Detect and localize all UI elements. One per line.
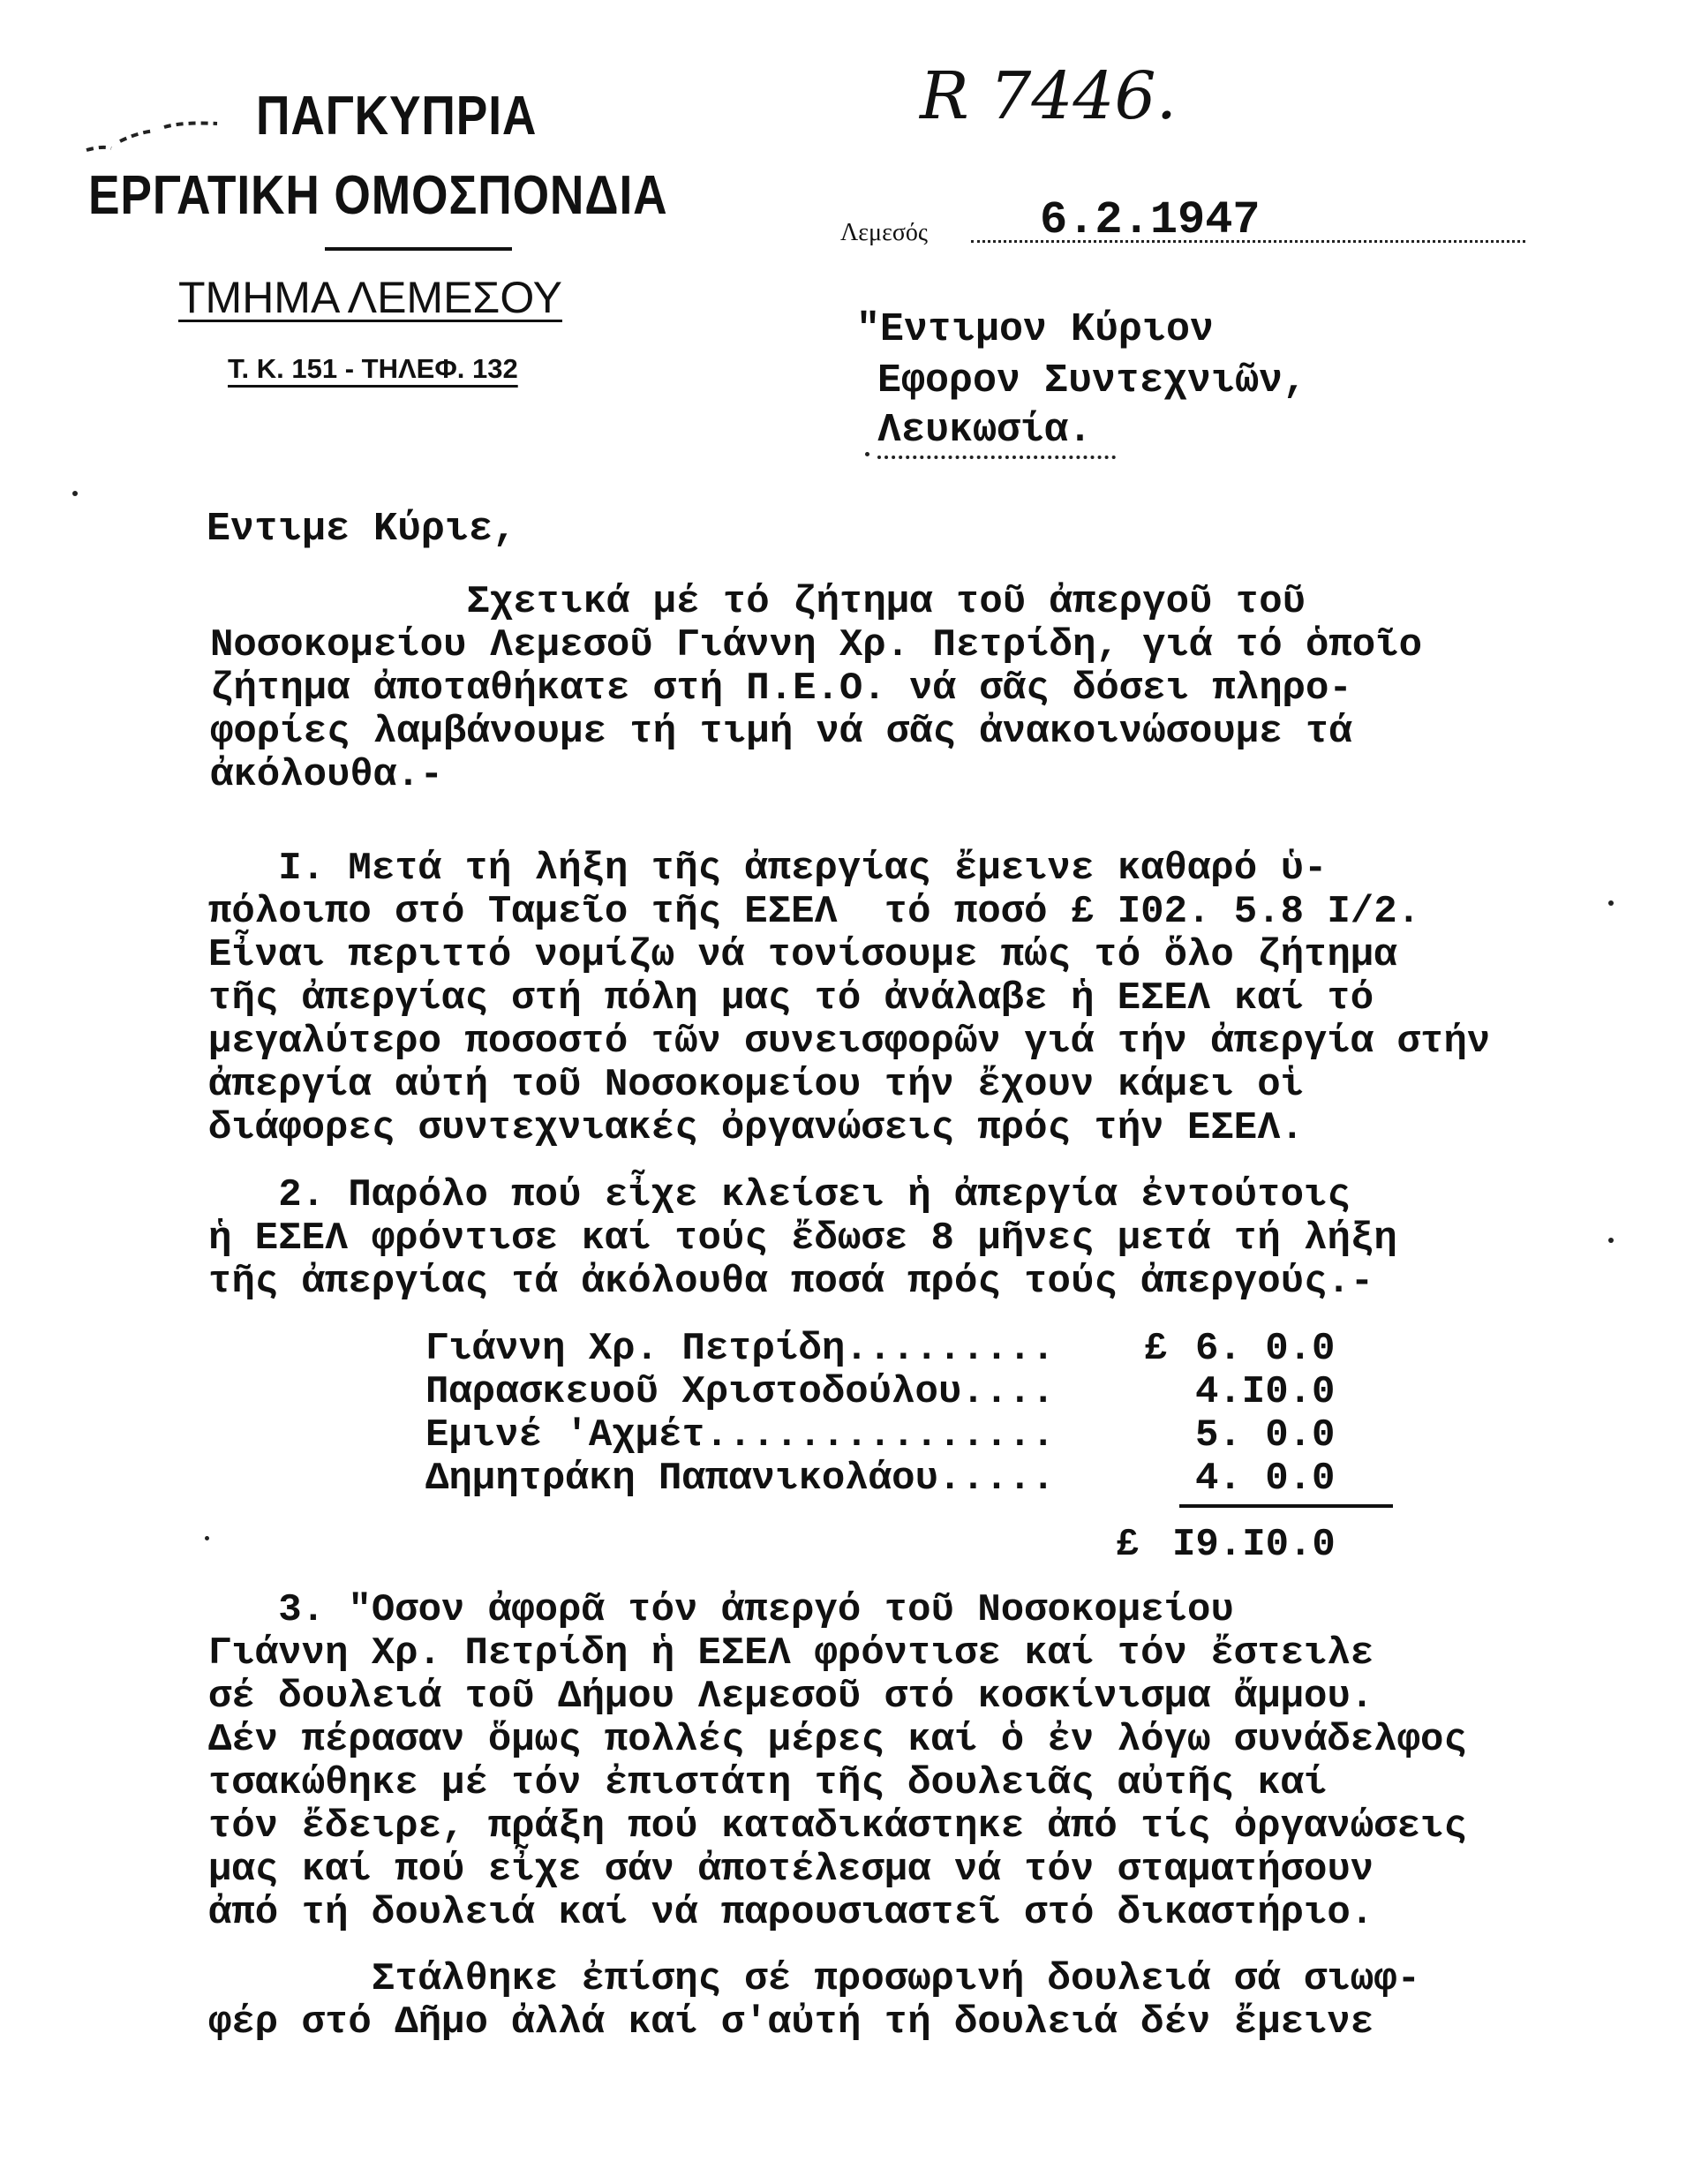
- text-line: τόν ἔδειρε, πράξη πού καταδικάστηκε ἀπό τίς ὀργανώσεις: [208, 1804, 1467, 1849]
- handwritten-reference: R 7446.: [920, 58, 1178, 134]
- salutation: Εντιμε Κύριε,: [207, 507, 517, 552]
- text-line: I. Μετά τή λήξη τῆς ἀπεργίας ἔμεινε καθαρό ὑ-: [208, 847, 1328, 891]
- text-line: πόλοιπο στό Ταμεῖο τῆς ΕΣΕΛ τό ποσό £ I02. 5.8 I/2.: [208, 890, 1421, 934]
- text-line: 2. Παρόλο πού εἶχε κλείσει ἡ ἀπεργία ἐντούτοις: [208, 1173, 1351, 1217]
- payment-amount: 6. 0.0: [1195, 1327, 1336, 1371]
- recipient-line: Λευκωσία.: [877, 408, 1093, 453]
- letterhead-divider: [325, 247, 512, 251]
- branch-name: ΤΜΗΜΑ ΛΕΜΕΣΟΥ: [178, 273, 562, 322]
- scan-speck: [205, 1536, 209, 1540]
- text-line: ζήτημα ἀποταθήκατε στή Π.Ε.Ο. νά σᾶς δόσει πληρο-: [210, 666, 1352, 711]
- scan-speck: [1608, 1238, 1614, 1243]
- text-line: ἀπεργία αὐτή τοῦ Νοσοκομείου τήν ἔχουν κάμει οἱ: [208, 1063, 1305, 1107]
- ink-smudge: [78, 99, 131, 125]
- letter-date: 6.2.1947: [1040, 194, 1261, 246]
- total-amount: I9.I0.0: [1172, 1523, 1336, 1567]
- org-name-line2: ΕΡΓΑΤΙΚΗ ΟΜΟΣΠΟΝΔΙΑ: [88, 165, 668, 226]
- payee-name: Παρασκευοῦ Χριστοδούλου....: [425, 1370, 1055, 1414]
- text-line: τσακώθηκε μέ τόν ἐπιστάτη τῆς δουλειᾶς αὐτῆς καί: [208, 1761, 1328, 1805]
- recipient-line: Εφορον Συντεχνιῶν,: [877, 358, 1307, 403]
- payee-name: Γιάννη Χρ. Πετρίδη.........: [425, 1327, 1055, 1371]
- text-line: τῆς ἀπεργίας τά ἀκόλουθα ποσά πρός τούς ἀπεργούς.-: [208, 1260, 1374, 1304]
- text-line: Γιάννη Χρ. Πετρίδη ἡ ΕΣΕΛ φρόντισε καί τόν ἔστειλε: [208, 1631, 1374, 1676]
- text-line: Σχετικά μέ τό ζήτημα τοῦ ἀπεργοῦ τοῦ: [210, 580, 1306, 624]
- payment-currency: £: [1144, 1327, 1168, 1371]
- text-line: Δέν πέρασαν ὅμως πολλές μέρες καί ὁ ἐν λόγω συνάδελφος: [208, 1718, 1467, 1762]
- text-line: διάφορες συντεχνιακές ὀργανώσεις πρός τήν ΕΣΕΛ.: [208, 1106, 1305, 1150]
- contact-line: Τ. Κ. 151 - ΤΗΛΕΦ. 132: [228, 353, 518, 384]
- text-line: ἀκόλουθα.-: [210, 753, 444, 797]
- scan-speck: [1608, 900, 1614, 906]
- text-line: ἀπό τή δουλειά καί νά παρουσιαστεῖ στό δικαστήριο.: [208, 1891, 1374, 1935]
- text-line: Νοσοκομείου Λεμεσοῦ Γιάννη Χρ. Πετρίδη, γιά τό ὁποῖο: [210, 623, 1423, 667]
- recipient-line: "Εντιμον Κύριον: [856, 307, 1215, 352]
- payment-amount: 4.I0.0: [1195, 1370, 1336, 1414]
- scan-speck: [865, 452, 869, 456]
- payment-amount: 4. 0.0: [1195, 1457, 1336, 1501]
- recipient-underline: [877, 456, 1116, 459]
- payment-amount: 5. 0.0: [1195, 1413, 1336, 1457]
- payee-name: Εμινέ 'Αχμέτ...............: [425, 1413, 1055, 1457]
- text-line: μας καί πού εἶχε σάν ἀποτέλεσμα νά τόν σταματήσουν: [208, 1848, 1374, 1892]
- payee-name: Δημητράκη Παπανικολάου.....: [425, 1457, 1055, 1501]
- text-line: φορίες λαμβάνουμε τή τιμή νά σᾶς ἀνακοινώσουμε τά: [210, 710, 1352, 754]
- place-label: Λεμεσός: [840, 219, 929, 246]
- org-name-line1: ΠΑΓΚΥΠΡΙΑ: [256, 86, 538, 147]
- text-line: τῆς ἀπεργίας στή πόλη μας τό ἀνάλαβε ἡ ΕΣΕΛ καί τό: [208, 976, 1374, 1020]
- text-line: Εἶναι περιττό νομίζω νά τονίσουμε πώς τό ὅλο ζήτημα: [208, 933, 1397, 977]
- text-line: φέρ στό Δῆμο ἀλλά καί σ'αὐτή τή δουλειά δέν ἔμεινε: [208, 2000, 1374, 2045]
- text-line: μεγαλύτερο ποσοστό τῶν συνεισφορῶν γιά τήν ἀπεργία στήν: [208, 1020, 1491, 1064]
- text-line: 3. "Οσον ἀφορᾶ τόν ἀπεργό τοῦ Νοσοκομείου: [208, 1588, 1234, 1632]
- sum-rule: [1179, 1504, 1393, 1508]
- text-line: ἡ ΕΣΕΛ φρόντισε καί τούς ἔδωσε 8 μῆνες μετά τή λήξη: [208, 1216, 1397, 1261]
- scan-speck: [72, 491, 78, 496]
- text-line: Στάλθηκε ἐπίσης σέ προσωρινή δουλειά σά σιωφ-: [208, 1957, 1421, 2001]
- text-line: σέ δουλειά τοῦ Δήμου Λεμεσοῦ στό κοσκίνισμα ἄμμου.: [208, 1675, 1374, 1719]
- total-currency: £: [1116, 1523, 1140, 1567]
